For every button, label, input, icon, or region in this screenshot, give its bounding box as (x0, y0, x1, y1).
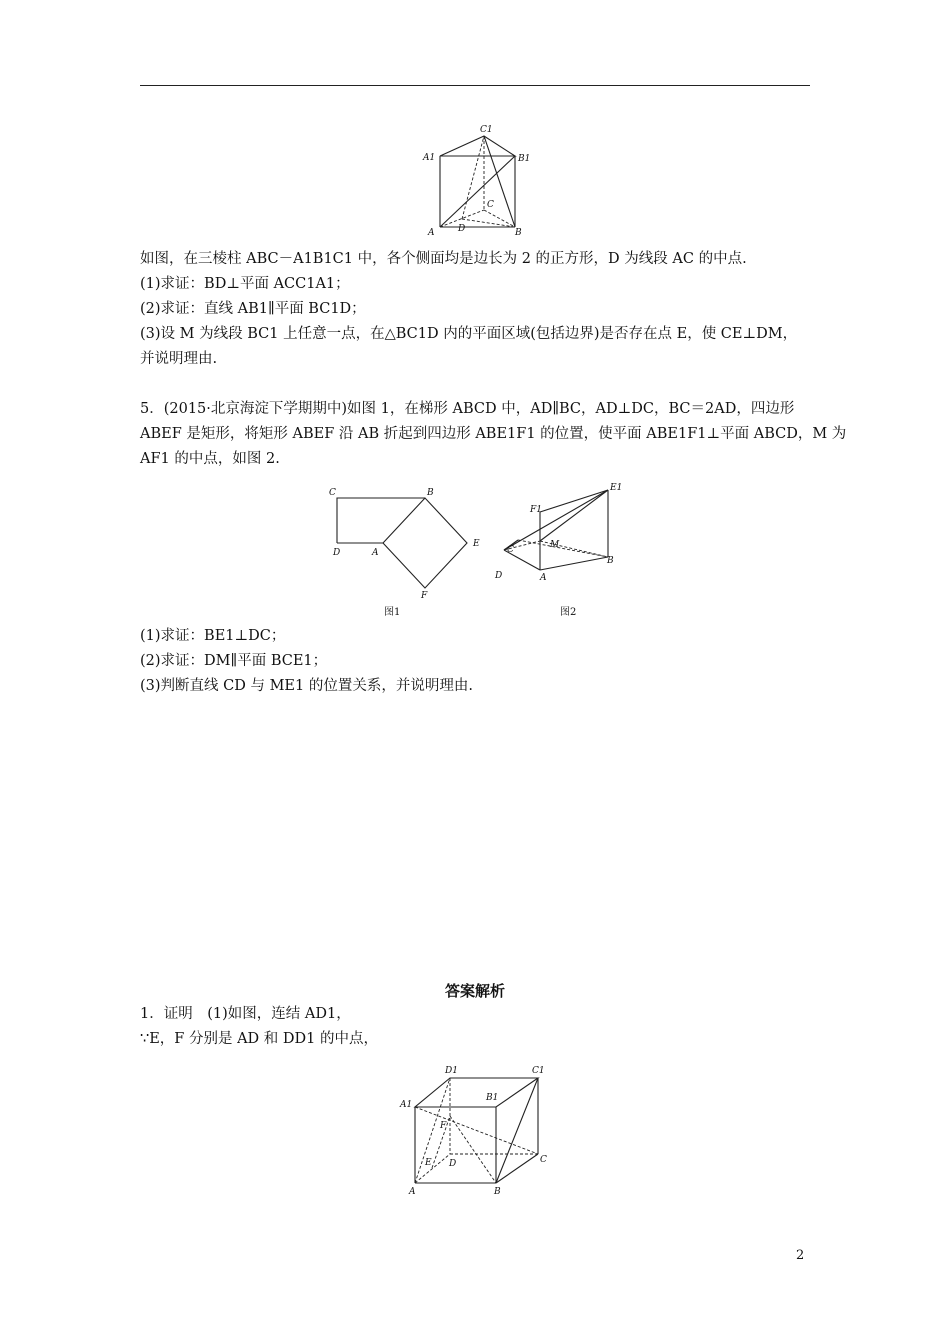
p5-q3: (3)判断直线 CD 与 ME1 的位置关系，并说明理由. (140, 678, 473, 694)
p5-line2: ABEF 是矩形，将矩形 ABEF 沿 AB 折起到四边形 ABE1F1 的位置，使平面 ABE1F1⊥平面 ABCD，M 为 (140, 426, 847, 442)
p5-q1: (1)求证：BE1⊥DC； (140, 628, 286, 644)
label-B: B (515, 228, 522, 238)
p4-q3-line1: (3)设 M 为线段 BC1 上任意一点，在△BC1D 内的平面区域(包括边界)是否存在点 E，使 CE⊥DM， (140, 326, 798, 342)
p4-q3-line2: 并说明理由. (140, 351, 218, 367)
fig2-label-E1: E1 (610, 483, 623, 493)
cube-label-B: B (494, 1187, 501, 1197)
fig2-caption: 图2 (560, 607, 577, 618)
fig2-label-A: A (540, 573, 547, 583)
fig2-label-D: D (495, 571, 503, 581)
cube-label-A: A (409, 1187, 416, 1197)
fig1-label-A: A (372, 548, 379, 558)
fig1-label-B: B (427, 488, 434, 498)
p4-q2: (2)求证：直线 AB1∥平面 BC1D； (140, 301, 366, 317)
fig1-label-C: C (329, 488, 336, 498)
fig2-label-M: M (550, 540, 560, 550)
figure-cube (398, 1062, 558, 1202)
p5-line3: AF1 的中点，如图 2. (140, 451, 280, 467)
label-C1: C1 (480, 125, 493, 135)
header-rule (140, 85, 810, 86)
fig1-label-D: D (333, 548, 341, 558)
label-A: A (428, 228, 435, 238)
figure-1 (325, 480, 495, 620)
cube-label-B1: B1 (486, 1093, 499, 1103)
fig1-label-F: F (421, 591, 428, 601)
cube-label-C1: C1 (532, 1066, 545, 1076)
cube-label-D: D (449, 1159, 457, 1169)
fig2-label-F1: F1 (530, 505, 542, 515)
cube-label-E: E (425, 1158, 432, 1168)
p5-line1: 5．(2015·北京海淀下学期期中)如图 1，在梯形 ABCD 中，AD∥BC，AD⊥DC，BC＝2AD，四边形 (140, 401, 795, 417)
label-C: C (487, 200, 494, 210)
p4-q1: (1)求证：BD⊥平面 ACC1A1； (140, 276, 350, 292)
p4-intro: 如图，在三棱柱 ABC－A1B1C1 中，各个侧面均是边长为 2 的正方形，D 为线段 AC 的中点. (140, 251, 747, 267)
answers-title: 答案解析 (444, 982, 505, 1000)
figure-prism (420, 122, 530, 237)
page-number: 2 (796, 1248, 805, 1263)
p5-q2: (2)求证：DM∥平面 BCE1； (140, 653, 328, 669)
cube-label-F: F (440, 1121, 447, 1131)
cube-label-C: C (540, 1155, 547, 1165)
fig1-caption: 图1 (384, 607, 401, 618)
fig2-label-C: C (507, 545, 514, 555)
cube-label-A1: A1 (400, 1100, 413, 1110)
label-D: D (458, 224, 466, 234)
cube-label-D1: D1 (445, 1066, 458, 1076)
answer-line2: ∵E，F 分别是 AD 和 DD1 的中点， (140, 1031, 378, 1047)
fig1-label-E: E (473, 539, 480, 549)
fig2-label-B: B (607, 556, 614, 566)
answer-line1: 1．证明 (1)如图，连结 AD1， (140, 1006, 351, 1022)
label-B1: B1 (518, 154, 531, 164)
label-A1: A1 (423, 153, 436, 163)
figure-2 (490, 480, 630, 620)
